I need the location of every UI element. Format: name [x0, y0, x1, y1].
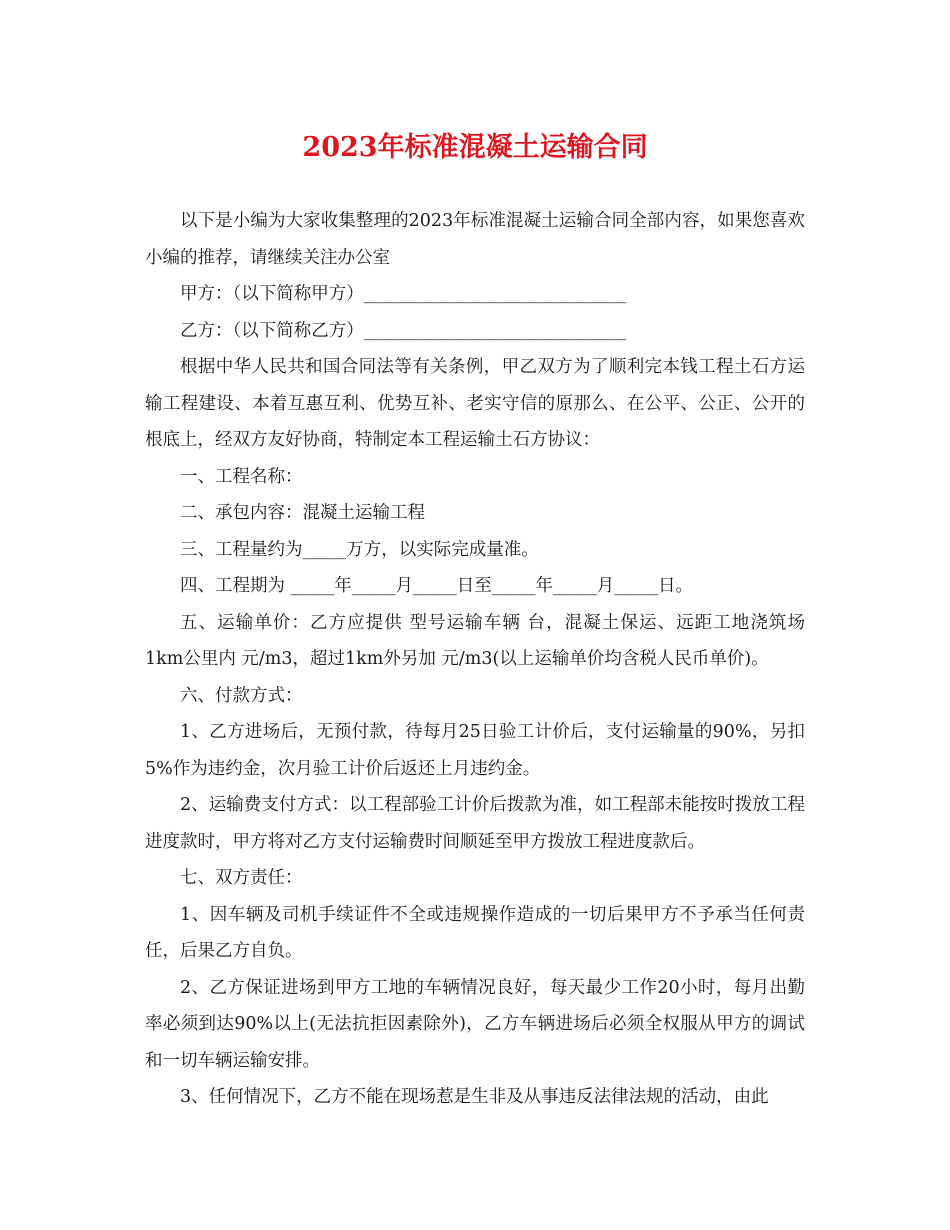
- intro-paragraph: 以下是小编为大家收集整理的2023年标准混凝土运输合同全部内容，如果您喜欢小编的推荐，请继续关注办公室: [145, 211, 805, 268]
- clause-quantity: 三、工程量约为_____万方，以实际完成量准。: [180, 539, 539, 560]
- clause-duty-3: 3、任何情况下，乙方不能在现场惹是生非及从事违反法律法规的活动，由此: [180, 1087, 769, 1107]
- clause-duties-heading: 七、双方责任：: [180, 868, 303, 888]
- clause-payment-1: 1、乙方进场后，无预付款，待每月25日验工计价后，支付运输量的90%，另扣5%作为违约金，次月验工计价后返还上月违约金。: [145, 722, 805, 779]
- clause-contract-content: 二、承包内容：混凝土运输工程: [180, 503, 425, 523]
- party-b-line: 乙方：（以下简称乙方）______________________________: [180, 320, 627, 341]
- clause-payment-heading: 六、付款方式：: [180, 685, 303, 706]
- clause-unit-price: 五、运输单价：乙方应提供 型号运输车辆 台，混凝土保运、远距工地浇筑场1km公里内 元/m3，超过1km外另加 元/m3(以上运输单价均含税人民币单价)。: [145, 612, 805, 669]
- party-a-line: 甲方：（以下简称甲方）______________________________: [180, 284, 627, 304]
- clause-payment-2: 2、运输费支付方式：以工程部验工计价后拨款为准，如工程部未能按时拨放工程进度款时，甲方将对乙方支付运输费时间顺延至甲方拨放工程进度款后。: [145, 795, 805, 852]
- clause-project-name: 一、工程名称：: [180, 466, 303, 487]
- preamble-paragraph: 根据中华人民共和国合同法等有关条例，甲乙双方为了顺利完本钱工程土石方运输工程建设、本着互惠互利、优势互补、老实守信的原那么、在公平、公正、公开的根底上，经双方友好协商，特制定本工程运输土石方协议：: [145, 357, 805, 450]
- clause-duty-1: 1、因车辆及司机手续证件不全或违规操作造成的一切后果甲方不予承当任何责任，后果乙方自负。: [145, 904, 805, 961]
- document-body: [145, 203, 805, 1116]
- clause-period: 四、工程期为 _____年_____月_____日至_____年_____月_____日。: [180, 576, 694, 596]
- document-title: 2023年标准混凝土运输合同: [302, 132, 648, 163]
- clause-duty-2: 2、乙方保证进场到甲方工地的车辆情况良好，每天最少工作20小时，每月出勤率必须到达90%以上(无法抗拒因素除外)，乙方车辆进场后必须全权服从甲方的调试和一切车辆运输安排。: [145, 977, 805, 1071]
